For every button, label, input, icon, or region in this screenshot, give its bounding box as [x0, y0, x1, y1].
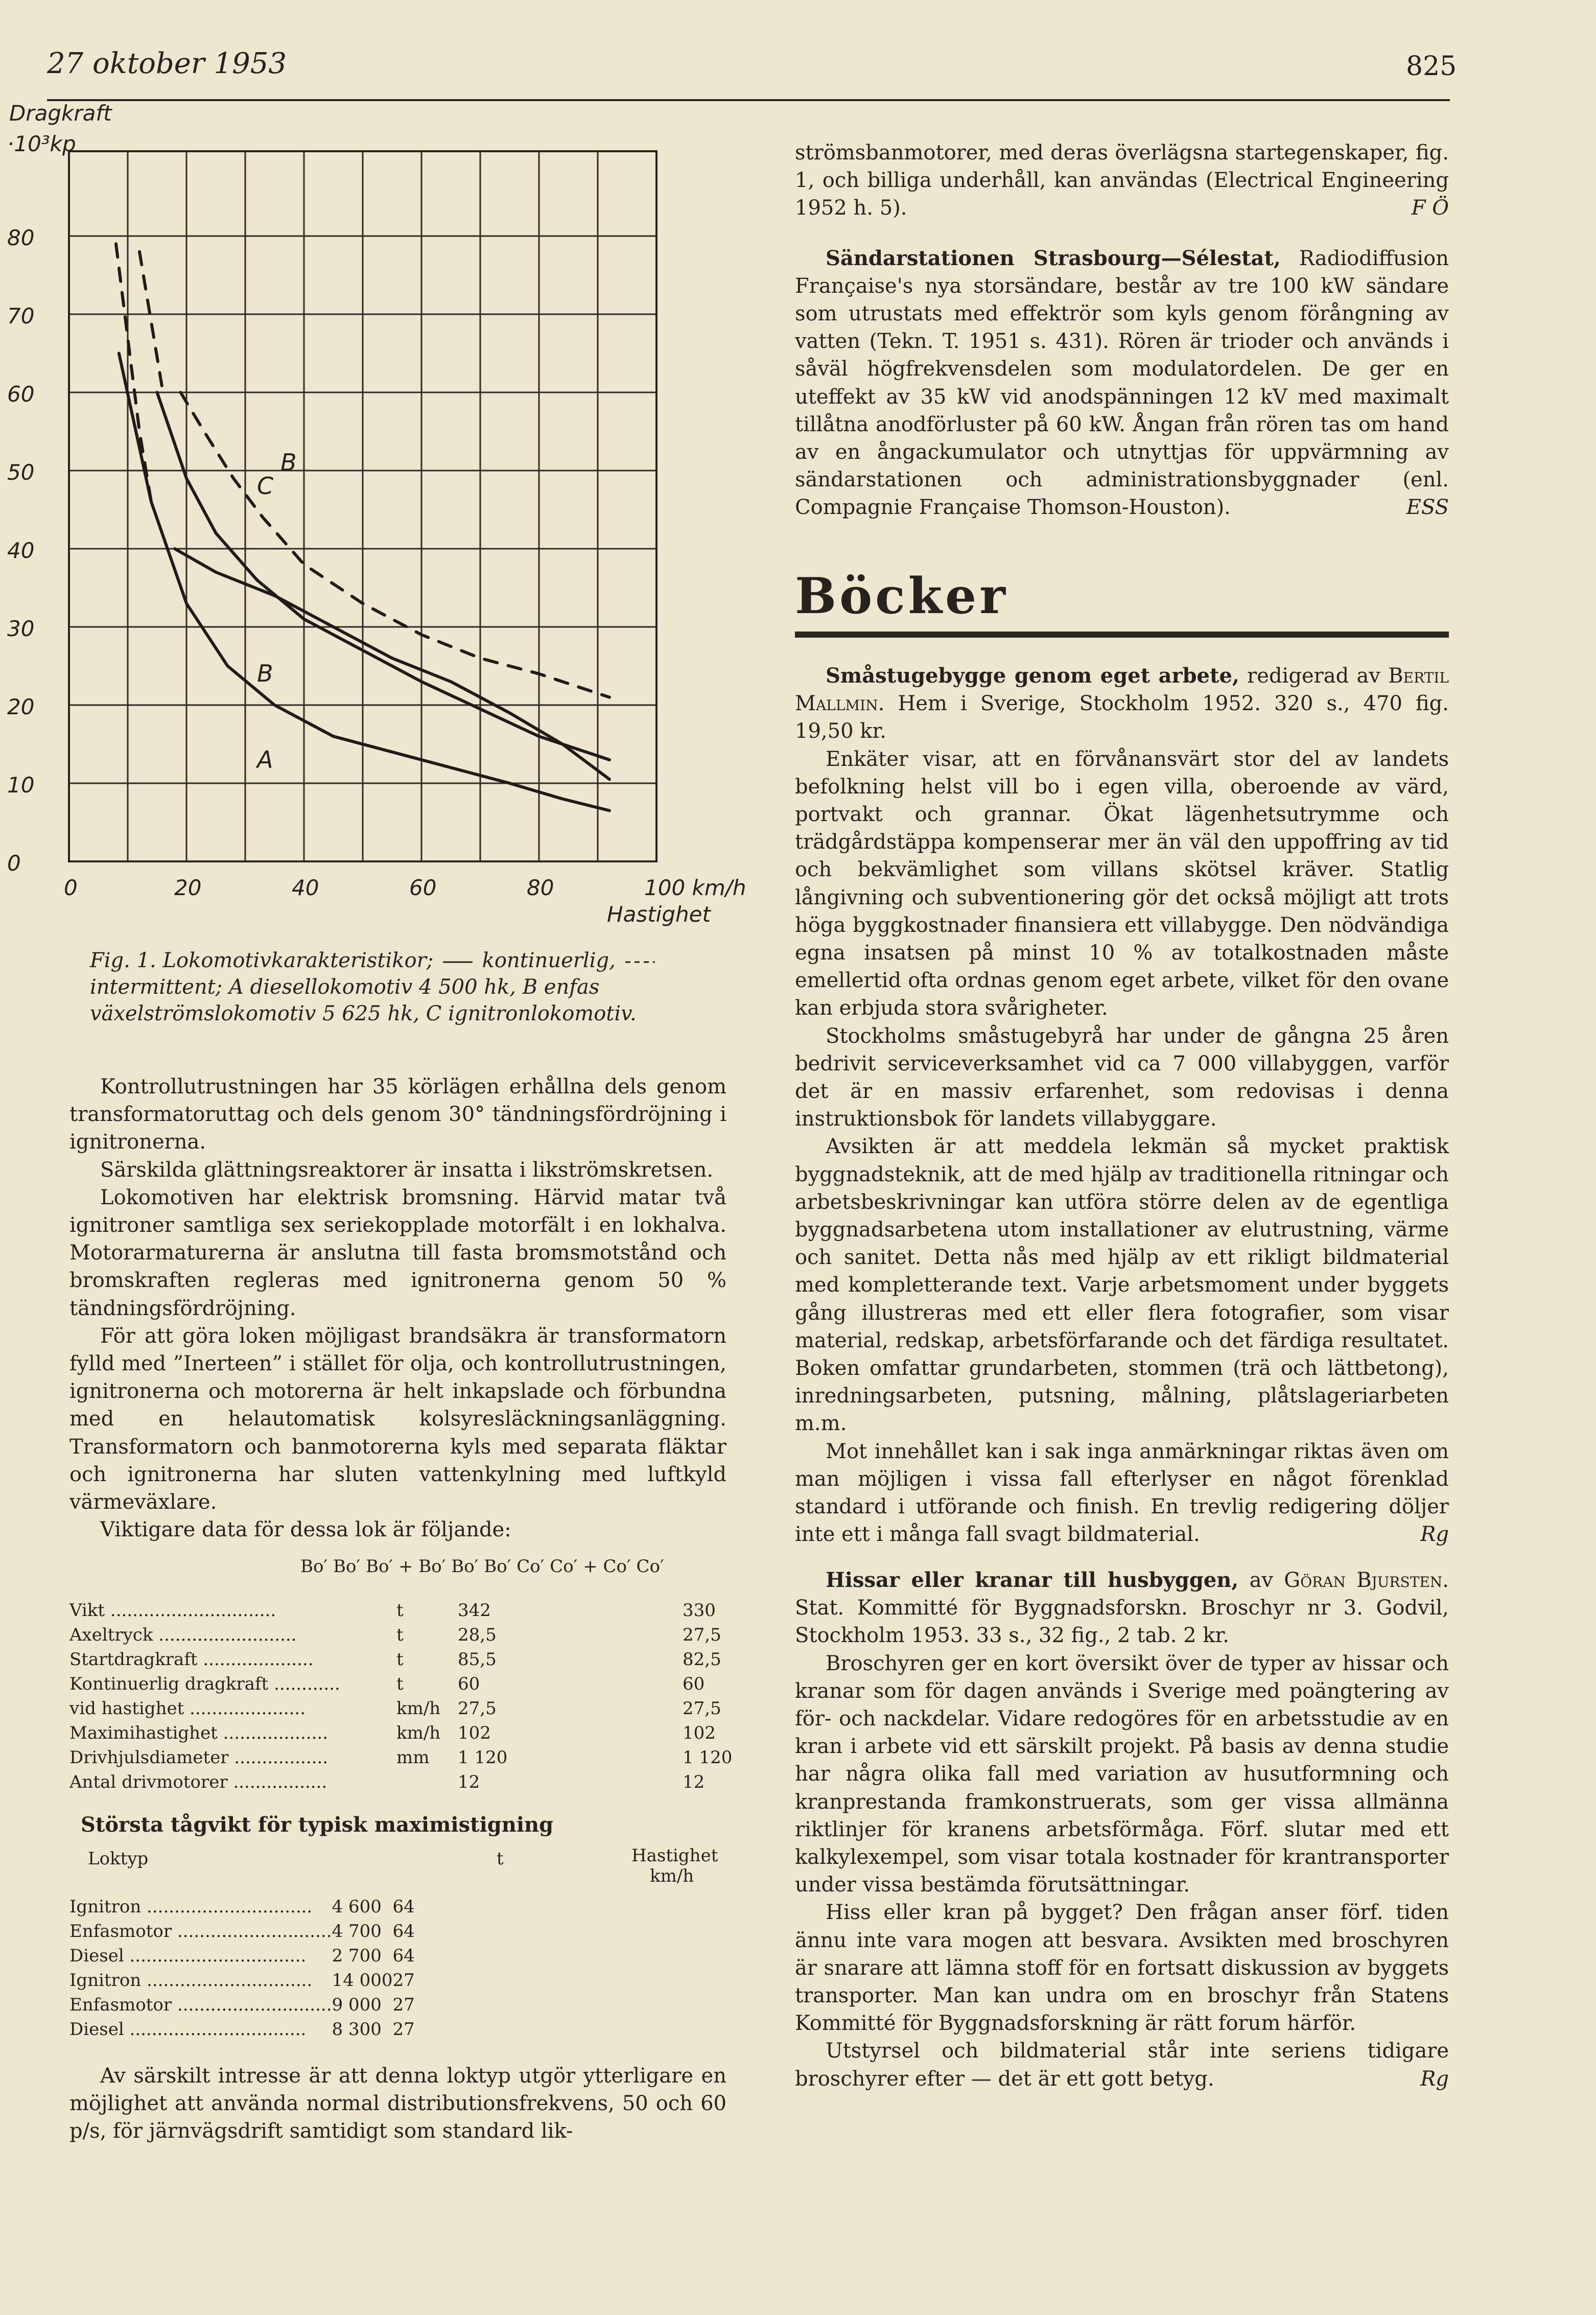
book2-author-prefix: av	[1249, 1569, 1274, 1592]
table1-body	[69, 1598, 732, 1794]
table1-value-2: 27,5	[683, 1625, 721, 1645]
table2-row	[69, 1919, 415, 1944]
y-axis-label: Dragkraft	[9, 101, 112, 126]
table2-weight: 8 300	[332, 2019, 382, 2040]
book1-para: Avsikten är att meddela lekmän så mycket praktisk byggnadsteknik, att de med hjälp av traditionella ritningar och arbetsbeskrivningar kan utföra större delen av de egentliga byggnadsarbetena utom installationer av elutrustning, värme och sanitet. Detta nås med hjälp av ett rikligt bildmaterial med kompletterande text. Varje arbetsmoment under byggets gång illustreras med ett eller flera fotografier, som visar material, redskap, arbetsförfarande och det färdiga resultatet. Boken omfattar grundarbeten, stommen (trä och lättbetong), inredningsarbeten, putsning, målning, plåtslageriarbeten m.m.	[795, 1135, 1449, 1436]
chart-grid	[69, 151, 656, 861]
table2-speed: 64	[392, 1946, 415, 1966]
left-para: Viktigare data för dessa lok är följande:	[100, 1518, 511, 1542]
table1-row	[69, 1672, 732, 1696]
table1-value-1: 102	[458, 1723, 491, 1743]
table1-unit: km/h	[396, 1698, 441, 1719]
book1-title: Småstugebygge genom eget arbete,	[826, 664, 1239, 688]
caption-mid: kontinuerlig,	[482, 949, 616, 972]
table2-type: Enfasmotor ............................	[69, 1921, 332, 1942]
table1-value-2: 1 120	[683, 1747, 733, 1768]
left-para: Kontrollutrustningen har 35 körlägen erhållna dels genom transformatoruttag och dels genom 30° tändningsfördröjning i ignitronerna.	[69, 1075, 726, 1154]
book2-author: Göran Bjursten.	[1284, 1569, 1449, 1592]
header-date: 27 oktober 1953	[47, 47, 287, 80]
curve-label-a: A	[257, 745, 273, 774]
table2-speed: 64	[392, 1921, 415, 1942]
table2-speed: 27	[392, 1970, 415, 1991]
book1-para: Enkäter visar, att en förvånansvärt stor del av landets befolkning helst vill bo i egen villa, oberoende av värd, portvakt och grannar. Ökat lägenhetsutrymme och trädgårdstäppa kompenserar mer än väl den uppoffring av tid och bekvämlighet som villans skötsel kräver. Statlig långivning och subventionering gör det också möjligt att trots höga byggkostnader finansiera ett villabygge. Den nödvändiga egna insatsen på minst 10 % av totalkostnaden måste emellertid ofta ordnas genom eget arbete, vilket för den ovane kan erbjuda stora svårigheter.	[795, 747, 1449, 1020]
book1-para: Stockholms småstugebyrå har under de gångna 25 åren bedrivit serviceverksamhet vid ca 7 000 villabyggen, varför det är en massiv erfarenhet, som redovisas i denna instruktionsbok för landets villabyggare.	[795, 1024, 1449, 1131]
table1-value-2: 27,5	[683, 1698, 721, 1719]
curve-label-b: B	[280, 449, 297, 476]
book1-editor: Bertil Mallmin.	[795, 664, 1449, 716]
table2-row	[69, 2017, 415, 2042]
signature-rg-1: Rg	[1420, 1523, 1449, 1547]
y-tick-label: 80	[7, 225, 35, 250]
table1-value-1: 12	[458, 1772, 480, 1792]
table1-value-1: 85,5	[458, 1649, 497, 1670]
header-page-number: 825	[1406, 51, 1457, 82]
table1-value-2: 330	[683, 1600, 716, 1621]
table2-col-t: t	[497, 1849, 504, 1869]
left-para: Lokomotiven har elektrisk bromsning. Härvid matar två ignitroner samtliga sex seriekopplade motorfält i en lokhalva. Motorarmaturerna är anslutna till fasta bromsmotstånd och bromskraften regleras med ignitronerna genom 50 % tändningsfördröjning.	[69, 1185, 726, 1320]
book-review-1	[795, 662, 1449, 1549]
x-tick-label: 40	[292, 875, 319, 900]
table1-row	[69, 1696, 732, 1721]
book1-editor-prefix: redigerad av	[1247, 664, 1380, 688]
book1-pub: Hem i Sverige, Stockholm 1952. 320 s., 470 fig. 19,50 kr.	[795, 692, 1449, 743]
book2-pub: Stat. Kommitté för Byggnadsforskn. Broschyr nr 3. Godvil, Stockholm 1953. 33 s., 32 fig., 2 tab. 2 kr.	[795, 1596, 1449, 1648]
figure-caption	[90, 947, 736, 1027]
table1-row	[69, 1647, 732, 1672]
signature-fo: F Ö	[1411, 196, 1449, 220]
table1-unit: mm	[396, 1747, 430, 1768]
right-para-1-text: strömsbanmotorer, med deras överlägsna startegenskaper, fig. 1, och billiga underhåll, kan användas (Electrical Engineering 1952 h. 5).	[795, 141, 1449, 220]
table2-speed: 64	[392, 1897, 415, 1917]
y-tick-label: 70	[7, 303, 35, 329]
book2-para: Broschyren ger en kort översikt över de typer av hissar och kranar som för dagen används i Sverige med poängtering av för- och nackdelar. Vidare redogöres för en arbetsstudie av en kran i arbete vid ett särskilt projekt. På basis av denna studie har några olika fall med variation av husutformning och kranprestanda framkonstruerats, som ger vissa allmänna riktlinjer för kranens arbetsförmåga. Förf. slutar med ett kalkylexempel, som visar totala kostnader för krantransporter under vissa bestämda förutsättningar.	[795, 1651, 1449, 1897]
x-tick-label: 80	[527, 875, 554, 900]
table2-speed: 27	[392, 2019, 415, 2040]
table1-row	[69, 1770, 732, 1794]
signature-ess: ESS	[1406, 496, 1449, 520]
book2-title: Hissar eller kranar till husbyggen,	[826, 1568, 1239, 1592]
caption-dashed-line-icon	[622, 957, 658, 967]
table1-value-1: 27,5	[458, 1698, 497, 1719]
table1-row	[69, 1745, 732, 1770]
table1-label: vid hastighet .....................	[69, 1698, 306, 1719]
series-c-intermittent	[139, 252, 163, 392]
table2-weight: 2 700	[332, 1946, 382, 1966]
table1-row	[69, 1623, 732, 1647]
y-tick-label: 40	[7, 538, 35, 563]
table1-unit: t	[396, 1649, 404, 1670]
book1-para-last-text: Mot innehållet kan i sak inga anmärkningar riktas även om man möjligen i vissa fall efterlyser en något förenklad standard i utförande och finish. En trevlig redigering döljer inte ett i många fall svagt bildmaterial.	[795, 1439, 1449, 1547]
series-a-continuous	[119, 354, 609, 811]
table2-row	[69, 1944, 415, 1968]
left-column	[69, 1073, 726, 1544]
table1-value-2: 102	[683, 1723, 716, 1743]
table1-unit: t	[396, 1674, 404, 1694]
table1-value-2: 82,5	[683, 1649, 721, 1670]
table2-weight: 14 000	[332, 1970, 393, 1991]
table1-label: Maximihastighet ...................	[69, 1723, 328, 1743]
book1-citation	[795, 662, 1449, 745]
book2-para-last	[795, 2037, 1449, 2092]
right-para-1	[795, 139, 1449, 222]
table1-unit: t	[396, 1600, 404, 1621]
right-column-top	[795, 139, 1449, 522]
table2-row	[69, 1895, 415, 1919]
x-axis-label: Hastighet	[607, 902, 711, 927]
book2-citation	[795, 1566, 1449, 1650]
table2-title: Största tågvikt för typisk maximistigning	[81, 1813, 554, 1837]
curve-label-c: C	[257, 472, 274, 500]
table1-label: Axeltryck .........................	[69, 1625, 297, 1645]
table2-type: Diesel ................................	[69, 2019, 307, 2040]
strasbourg-text: Radiodiffusion Française's nya storsändare, består av tre 100 kW sändare som utrustats med effektrör som kyls genom förångning av vatten (Tekn. T. 1951 s. 431). Rören är trioder och används i såväl högfrekvensdelen som modulatordelen. De ger en uteffekt av 35 kW vid anodspänningen 12 kV med maximalt tillåtna anodförluster på 60 kW. Ångan från rören tas om hand av en ångackumulator och utnyttjas för uppvärmning av sändarstationen och administrationsbyggnader (enl. Compagnie Française Thomson-Houston).	[795, 246, 1449, 520]
y-tick-label: 30	[7, 616, 35, 641]
table2-type: Ignitron ..............................	[69, 1970, 313, 1991]
table1-row	[69, 1598, 732, 1623]
left-tail-para: Av särskilt intresse är att denna loktyp utgör ytterligare en möjlighet att använda normal distributionsfrekvens, 50 och 60 p/s, för järnvägsdrift samtidigt som standard lik-	[69, 2064, 726, 2143]
table1-value-1: 60	[458, 1674, 480, 1694]
table1-value-2: 12	[683, 1772, 705, 1792]
table1-unit: km/h	[396, 1723, 441, 1743]
table2-col-type: Loktyp	[88, 1849, 149, 1869]
x-tick-label: 20	[174, 875, 202, 900]
section-heading-bocker: Böcker	[795, 567, 1008, 625]
header-rule	[47, 99, 1450, 101]
chart-labels	[7, 101, 746, 927]
table1-header: Bo′ Bo′ Bo′ + Bo′ Bo′ Bo′ Co′ Co′ + Co′ Co′	[300, 1556, 664, 1577]
book1-para-last	[795, 1438, 1449, 1549]
x-tick-label: 100 km/h	[644, 875, 746, 900]
y-axis-unit: ·10³kp	[7, 131, 76, 156]
table1-label: Vikt ..............................	[69, 1600, 276, 1621]
series-b-continuous	[175, 549, 609, 779]
table1-label: Drivhjulsdiameter .................	[69, 1747, 328, 1768]
y-tick-label: 60	[7, 382, 35, 407]
table2-col-speed: Hastighet	[631, 1845, 718, 1866]
table1-value-1: 342	[458, 1600, 491, 1621]
section-rule	[795, 632, 1449, 638]
table1-value-1: 1 120	[458, 1747, 508, 1768]
table2-weight: 9 000	[332, 1995, 382, 2015]
strasbourg-title: Sändarstationen Strasbourg—Sélestat,	[826, 246, 1281, 270]
table2-type: Ignitron ..............................	[69, 1897, 313, 1917]
left-para: Särskilda glättningsreaktorer är insatta i likströmskretsen.	[100, 1158, 714, 1182]
y-tick-label: 20	[7, 694, 35, 719]
table2-col-speed-unit: km/h	[650, 1866, 694, 1886]
table2-weight: 4 700	[332, 1921, 382, 1942]
table1-value-2: 60	[683, 1674, 705, 1694]
y-tick-label: 0	[7, 851, 21, 876]
y-tick-label: 50	[7, 460, 35, 485]
table1-unit	[396, 1770, 458, 1794]
x-tick-label: 0	[64, 875, 78, 900]
table2-body	[69, 1895, 415, 2042]
caption-text: intermittent; A diesellokomotiv 4 500 hk, B enfas växelströmslokomotiv 5 625 hk, C ignitronlokomotiv.	[90, 975, 637, 1025]
signature-rg-2: Rg	[1420, 2067, 1449, 2091]
left-para: För att göra loken möjligast brandsäkra är transformatorn fylld med ”Inerteen” i stället för olja, och kontrollutrustningen, ignitronerna och motorerna är helt inkapslade och förbundna med en helautomatisk kolsyresläckningsanläggning. Transformatorn och banmotorerna kyls med separata fläktar och ignitronerna har sluten vattenkylning med luftkyld värmeväxlare.	[69, 1324, 726, 1514]
table2-type: Enfasmotor ............................	[69, 1995, 332, 2015]
book2-para-last-text: Utstyrsel och bildmaterial står inte seriens tidigare broschyrer efter — det är ett gott betyg.	[795, 2039, 1449, 2091]
curve-label-b: B	[257, 660, 273, 688]
table1-value-1: 28,5	[458, 1625, 497, 1645]
table1-unit: t	[396, 1625, 404, 1645]
table2-row	[69, 1993, 415, 2017]
right-para-2	[795, 245, 1449, 522]
table1-label: Startdragkraft ....................	[69, 1649, 314, 1670]
y-tick-label: 10	[7, 773, 35, 798]
book-review-2	[795, 1566, 1449, 2093]
table1-label: Kontinuerlig dragkraft ............	[69, 1674, 340, 1694]
table2-speed: 27	[392, 1995, 415, 2015]
table1-label: Antal drivmotorer .................	[69, 1772, 327, 1792]
caption-solid-line-icon	[440, 957, 476, 967]
x-tick-label: 60	[409, 875, 437, 900]
table2-weight: 4 600	[332, 1897, 382, 1917]
table2-type: Diesel ................................	[69, 1946, 307, 1966]
table2-row	[69, 1968, 415, 1993]
caption-lead: Fig. 1. Lokomotivkarakteristikor;	[90, 949, 434, 972]
book2-para: Hiss eller kran på bygget? Den frågan anser förf. tiden ännu inte vara mogen att besvara. Avsikten med broschyren är snarare att lämna stoff för en fortsatt diskussion av byggets transporter. Man kan undra om en broschyr från Statens Kommitté för Byggnadsforskning är rätt forum härför.	[795, 1901, 1449, 2036]
table1-row	[69, 1721, 732, 1745]
traction-chart	[0, 101, 746, 945]
